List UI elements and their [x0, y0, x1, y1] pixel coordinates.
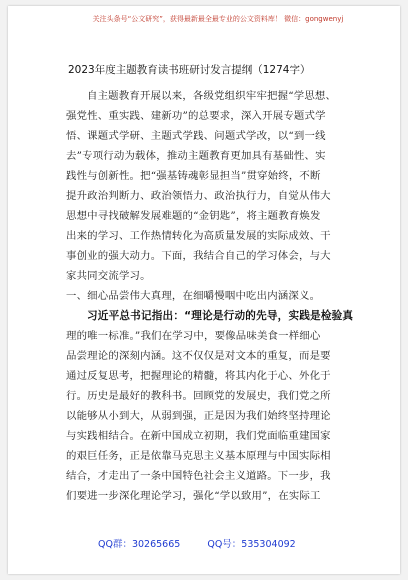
section-heading: 习近平总书记指出：“理论是行动的先导，实践是检验真	[87, 310, 354, 322]
body-line: 以能够从小到大，从弱到强，正是因为我们始终坚持理论	[66, 410, 331, 422]
qq-group: QQ群：30265665	[98, 539, 181, 550]
body-line: 强党性、重实践、建新功”的总要求，深入开展专题式学	[66, 110, 326, 122]
document-title: 2023年度主题教育读书班研讨发言提纲（1274字）	[68, 64, 311, 76]
body-line: 去”专项行动为载体，推动主题教育更加具有基础性、实	[66, 150, 326, 162]
body-line: 事创业的强大动力。下面，我结合自己的学习体会，与大	[66, 250, 331, 262]
body-line: 践性与创新性。把“强基铸魂彰显担当”贯穿始终，不断	[66, 170, 321, 182]
body-line: 家共同交流学习。	[66, 270, 151, 282]
body-line: 的艰巨任务，正是依靠马克思主义基本原理与中国实际相	[66, 450, 331, 462]
body-line: 结合，才走出了一条中国特色社会主义道路。下一步，我	[66, 470, 331, 482]
document-page	[8, 6, 400, 574]
body-line: 思想中寻找破解发展难题的“金钥匙”，将主题教育焕发	[66, 210, 321, 222]
body-line: 通过反复思考，把握理论的精髓，将其内化于心、外化于	[66, 370, 331, 382]
promo-banner: 关注头条号“公文研究”，获得最新最全最专业的公文资料库！ 微信：gongwenyj	[92, 15, 344, 23]
body-line: 提升政治判断力、政治领悟力、政治执行力，自觉从伟大	[66, 190, 331, 202]
body-line: 们要进一步深化理论学习，强化“学以致用”，在实际工	[66, 490, 321, 502]
body-line: 悟、课题式学研、主题式学践、问题式学改，以“到一线	[66, 130, 326, 142]
body-line: 出来的学习、工作热情转化为高质量发展的实际成效、干	[66, 230, 331, 242]
body-line: 一、细心品尝伟大真理，在细嚼慢咽中吃出内涵深义。	[66, 290, 321, 302]
body-line: 与实践相结合。在新中国成立初期，我们党面临重建国家	[66, 430, 331, 442]
qq-number: QQ号：535304092	[207, 539, 296, 550]
body-line: 行。历史是最好的教科书。回顾党的发展史，我们党之所	[66, 390, 331, 402]
body-line: 理的唯一标准。”我们在学习中，要像品味美食一样细心	[66, 330, 321, 342]
body-line: 自主题教育开展以来，各级党组织牢牢把握“学思想、	[87, 90, 337, 102]
body-line: 品尝理论的深刻内涵。这不仅仅是对文本的重复，而是要	[66, 350, 331, 362]
contact-footer	[98, 539, 338, 551]
